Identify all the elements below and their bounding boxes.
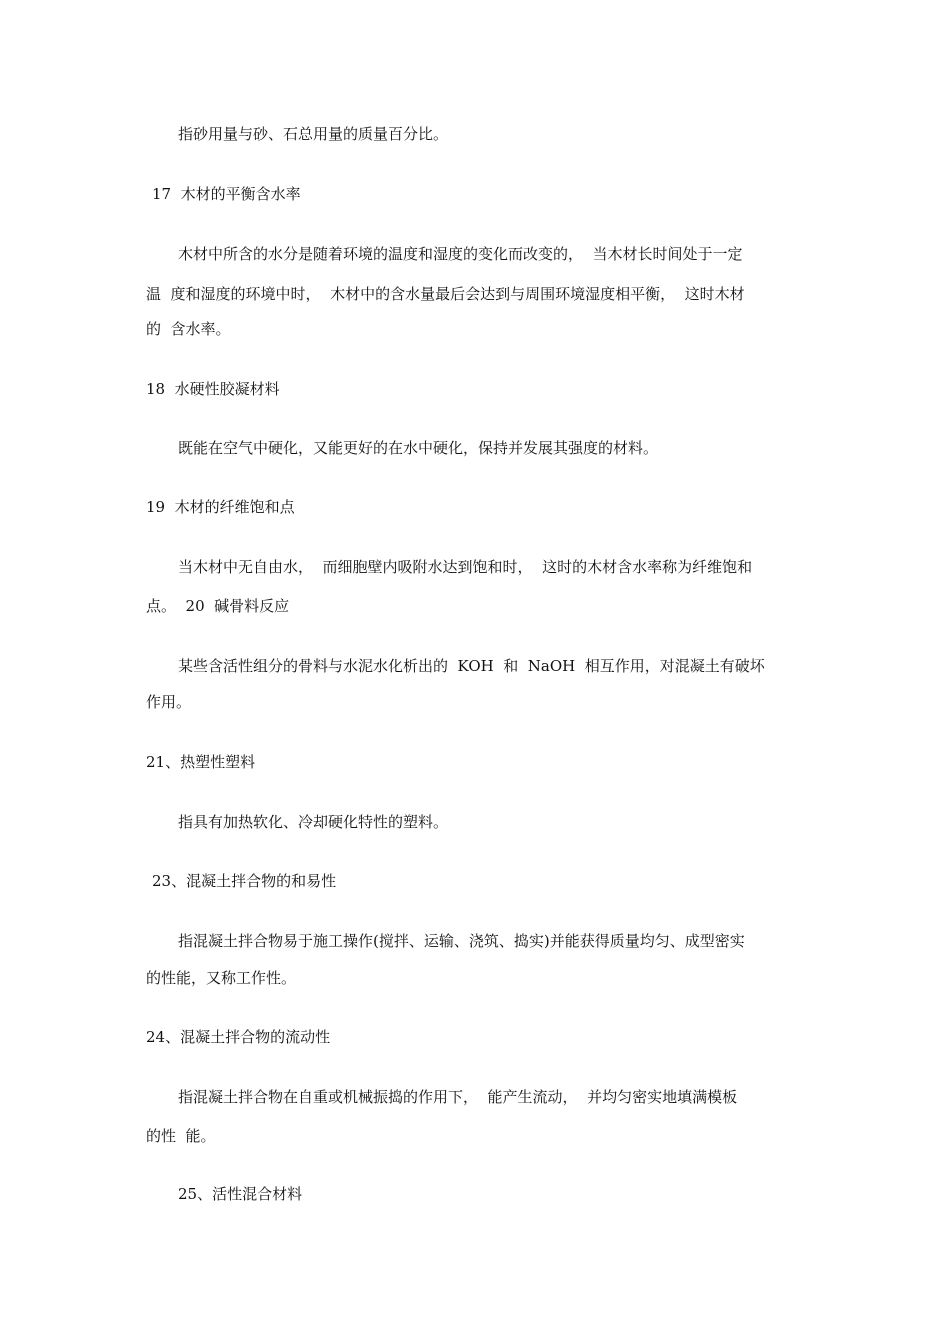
- text-line: 作用。: [146, 693, 192, 711]
- section-heading: 17 木材的平衡含水率: [152, 185, 301, 203]
- section-heading: 18 水硬性胶凝材料: [146, 380, 280, 398]
- text-line: 木材中所含的水分是随着环境的温度和湿度的变化而改变的， 当木材长时间处于一定: [178, 245, 743, 263]
- section-heading: 21、热塑性塑料: [146, 753, 256, 771]
- text-line: 温 度和湿度的环境中时， 木材中的含水量最后会达到与周围环境湿度相平衡， 这时木材: [146, 285, 745, 303]
- section-heading: 25、活性混合材料: [178, 1185, 303, 1203]
- section-heading: 24、混凝土拌合物的流动性: [146, 1028, 331, 1046]
- text-line: 指混凝土拌合物在自重或机械振捣的作用下， 能产生流动， 并均匀密实地填满模板: [178, 1088, 738, 1106]
- text-line: 指具有加热软化、冷却硬化特性的塑料。: [178, 813, 449, 831]
- section-heading: 23、混凝土拌合物的和易性: [152, 872, 337, 890]
- text-line: 当木材中无自由水， 而细胞壁内吸附水达到饱和时， 这时的木材含水率称为纤维饱和: [178, 558, 753, 576]
- text-line: 既能在空气中硬化，又能更好的在水中硬化，保持并发展其强度的材料。: [178, 439, 659, 457]
- section-heading: 19 木材的纤维饱和点: [146, 498, 295, 516]
- text-line: 某些含活性组分的骨料与水泥水化析出的 KOH 和 NaOH 相互作用，对混凝土有破坏: [178, 657, 765, 675]
- text-line: 指混凝土拌合物易于施工操作(搅拌、运输、浇筑、捣实)并能获得质量均匀、成型密实: [178, 932, 745, 950]
- text-line: 的性 能。: [146, 1127, 216, 1145]
- text-line: 的 含水率。: [146, 320, 231, 338]
- text-line: 指砂用量与砂、石总用量的质量百分比。: [178, 125, 449, 143]
- text-line: 的性能，又称工作性。: [146, 969, 297, 987]
- text-line: 点。 20 碱骨料反应: [146, 597, 290, 615]
